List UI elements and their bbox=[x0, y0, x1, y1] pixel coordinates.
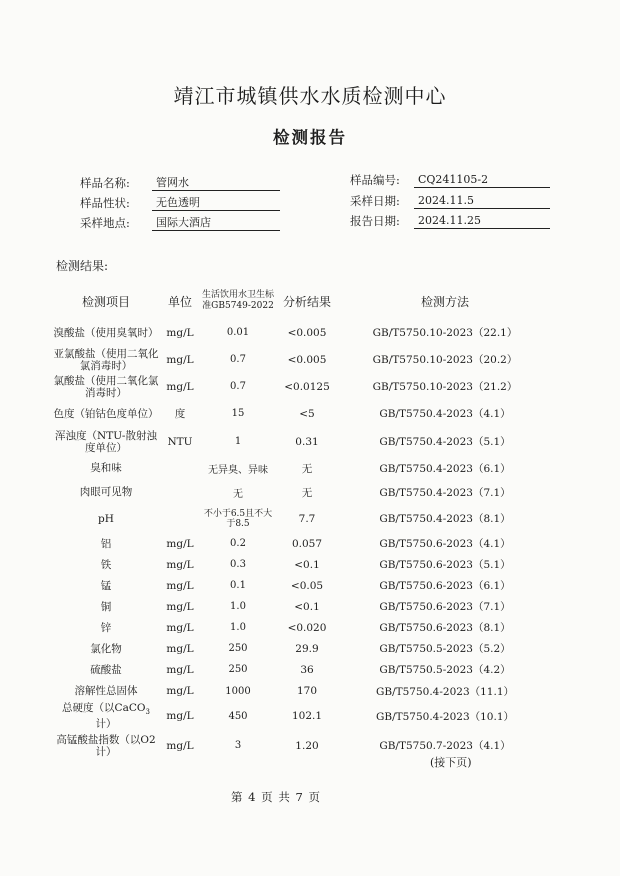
cell-item: 色度（铂钴色度单位） bbox=[53, 407, 159, 420]
table-row bbox=[52, 638, 552, 659]
header-standard: 生活饮用水卫生标准GB5749-2022 bbox=[201, 290, 274, 311]
cell-result: <5 bbox=[299, 407, 315, 420]
cell-standard: 无异臭、异味 bbox=[208, 464, 268, 476]
header-method: 检测方法 bbox=[420, 294, 469, 309]
cell-result: 0.31 bbox=[295, 435, 319, 448]
location-field bbox=[80, 215, 280, 231]
cell-result: 1.20 bbox=[295, 739, 319, 752]
cell-item: 溴酸盐（使用臭氧时） bbox=[53, 326, 159, 339]
cell-standard: 0.01 bbox=[226, 327, 250, 338]
cell-item: 铝 bbox=[100, 537, 112, 550]
cell-unit: mg/L bbox=[166, 739, 194, 752]
table-row bbox=[52, 533, 552, 554]
cell-item: 肉眼可见物 bbox=[79, 486, 133, 498]
table-row bbox=[52, 373, 552, 400]
cell-standard: 不小于6.5且不大于8.5 bbox=[203, 508, 273, 529]
cell-result: <0.0125 bbox=[284, 380, 330, 393]
cell-result: 7.7 bbox=[298, 512, 316, 525]
cell-standard: 1.0 bbox=[230, 601, 246, 612]
header-item: 检测项目 bbox=[81, 294, 130, 309]
cell-result: <0.1 bbox=[294, 600, 320, 613]
location-value: 国际大酒店 bbox=[152, 216, 280, 231]
page-number: 第 4 页 共 7 页 bbox=[231, 790, 321, 804]
cell-unit: mg/L bbox=[166, 621, 194, 634]
cell-standard: 0.1 bbox=[230, 580, 246, 591]
sample-name-field bbox=[80, 175, 280, 191]
sample-name-label: 样品名称: bbox=[80, 176, 130, 190]
cell-item: 铜 bbox=[100, 600, 112, 613]
results-label: 检测结果: bbox=[56, 259, 109, 273]
header-result: 分析结果 bbox=[282, 294, 331, 309]
report-subtitle: 检测报告 bbox=[273, 128, 347, 147]
cell-method: GB/T5750.4-2023（11.1） bbox=[375, 685, 515, 698]
cell-standard: 1.0 bbox=[230, 622, 246, 633]
cell-method: GB/T5750.4-2023（8.1） bbox=[379, 513, 511, 525]
cell-result: 无 bbox=[301, 462, 313, 475]
cell-standard: 450 bbox=[228, 710, 248, 722]
cell-standard: 0.7 bbox=[230, 354, 246, 365]
cell-standard: 无 bbox=[233, 488, 243, 500]
cell-unit: mg/L bbox=[166, 380, 194, 393]
cell-item bbox=[52, 702, 160, 730]
cell-standard: 1 bbox=[234, 436, 242, 447]
cell-item-subscript: 3 bbox=[145, 708, 150, 717]
cell-method: GB/T5750.4-2023（5.1） bbox=[379, 436, 511, 448]
cell-item: 高锰酸盐指数（以O2计） bbox=[56, 733, 156, 758]
cell-item: 硫酸盐 bbox=[90, 663, 122, 676]
cell-result: <0.005 bbox=[287, 353, 327, 366]
cell-item: 臭和味 bbox=[90, 462, 122, 474]
cell-method: GB/T5750.6-2023（6.1） bbox=[379, 580, 511, 592]
cell-result: 36 bbox=[300, 663, 314, 676]
cell-unit: mg/L bbox=[166, 558, 194, 571]
cell-method: GB/T5750.5-2023（4.2） bbox=[379, 664, 511, 676]
cell-unit: mg/L bbox=[166, 353, 194, 366]
cell-standard: 3 bbox=[234, 740, 242, 752]
report-date-value: 2024.11.25 bbox=[414, 214, 550, 229]
sampling-date-label: 采样日期: bbox=[350, 194, 400, 208]
cell-result: <0.020 bbox=[287, 621, 327, 634]
cell-method: GB/T5750.6-2023（7.1） bbox=[379, 601, 511, 613]
table-row bbox=[52, 617, 552, 638]
cell-unit: mg/L bbox=[166, 600, 194, 613]
page-title: 靖江市城镇供水水质检测中心 bbox=[173, 84, 447, 108]
cell-item: 铁 bbox=[100, 558, 112, 571]
cell-method: GB/T5750.4-2023（7.1） bbox=[379, 486, 511, 499]
report-date-label: 报告日期: bbox=[350, 214, 400, 228]
cell-item: 浑浊度（NTU-散射浊度单位） bbox=[55, 429, 157, 454]
cell-unit: 度 bbox=[174, 408, 186, 420]
report-date-field bbox=[350, 213, 550, 229]
cell-item: 亚氯酸盐（使用二氧化氯消毒时） bbox=[53, 347, 159, 372]
cell-standard: 0.7 bbox=[230, 381, 246, 392]
cell-standard: 0.3 bbox=[230, 559, 246, 570]
cell-standard: 250 bbox=[228, 664, 248, 675]
cell-method: GB/T5750.4-2023（4.1） bbox=[379, 408, 511, 420]
table-row bbox=[52, 319, 552, 346]
cell-standard: 250 bbox=[228, 643, 248, 654]
cell-item: 锰 bbox=[100, 579, 112, 592]
results-table bbox=[52, 283, 552, 761]
cell-item: 溶解性总固体 bbox=[74, 685, 138, 697]
cell-method: GB/T5750.7-2023（4.1） bbox=[379, 740, 511, 753]
cell-item-text-end: 计） bbox=[95, 718, 117, 731]
cell-method: GB/T5750.6-2023（4.1） bbox=[379, 538, 511, 550]
table-row bbox=[52, 346, 552, 373]
cell-unit: mg/L bbox=[166, 326, 194, 339]
cell-unit: mg/L bbox=[166, 537, 194, 550]
table-row bbox=[52, 596, 552, 617]
cell-item-text: 总硬度（以CaCO bbox=[62, 702, 146, 714]
table-header-row bbox=[52, 283, 552, 319]
cell-result: 170 bbox=[296, 685, 318, 697]
cell-result: 29.9 bbox=[295, 642, 319, 655]
sample-state-label: 样品性状: bbox=[80, 196, 130, 210]
sampling-date-value: 2024.11.5 bbox=[414, 194, 550, 209]
cell-method: GB/T5750.6-2023（8.1） bbox=[379, 622, 511, 634]
cell-result: <0.1 bbox=[294, 558, 320, 571]
cell-item: pH bbox=[98, 512, 114, 525]
table-row bbox=[52, 730, 552, 761]
sample-no-label: 样品编号: bbox=[350, 173, 400, 187]
table-row bbox=[52, 456, 552, 480]
cell-standard: 0.2 bbox=[230, 538, 246, 549]
cell-method: GB/T5750.10-2023（21.2） bbox=[372, 381, 518, 393]
continued-note: (接下页) bbox=[430, 756, 472, 769]
cell-result: 0.057 bbox=[291, 537, 323, 550]
table-row bbox=[52, 659, 552, 680]
sample-no-value: CQ241105-2 bbox=[414, 173, 550, 188]
cell-method: GB/T5750.6-2023（5.1） bbox=[379, 559, 511, 571]
sampling-date-field bbox=[350, 193, 550, 209]
table-row bbox=[52, 427, 552, 456]
table-row bbox=[52, 400, 552, 427]
cell-unit bbox=[160, 504, 200, 533]
cell-result: 无 bbox=[301, 486, 313, 499]
cell-unit: mg/L bbox=[166, 685, 194, 697]
table-row bbox=[52, 702, 552, 730]
table-row bbox=[52, 575, 552, 596]
cell-method: GB/T5750.4-2023（6.1） bbox=[379, 462, 511, 475]
cell-unit bbox=[160, 456, 200, 480]
cell-method: GB/T5750.5-2023（5.2） bbox=[379, 643, 511, 655]
table-row bbox=[52, 504, 552, 533]
table-row bbox=[52, 480, 552, 504]
cell-standard: 1000 bbox=[225, 685, 251, 697]
cell-unit bbox=[160, 480, 200, 504]
cell-result: 102.1 bbox=[291, 710, 323, 723]
cell-standard: 15 bbox=[231, 408, 245, 419]
cell-unit: NTU bbox=[167, 435, 193, 448]
table-row bbox=[52, 680, 552, 702]
location-label: 采样地点: bbox=[80, 216, 130, 230]
header-unit: 单位 bbox=[167, 294, 192, 309]
sample-no-field bbox=[350, 172, 550, 188]
cell-unit: mg/L bbox=[166, 579, 194, 592]
cell-method: GB/T5750.10-2023（20.2） bbox=[372, 354, 518, 366]
table-row bbox=[52, 554, 552, 575]
cell-unit: mg/L bbox=[166, 663, 194, 676]
cell-unit: mg/L bbox=[166, 642, 194, 655]
sample-state-value: 无色透明 bbox=[152, 196, 280, 211]
cell-result: <0.05 bbox=[290, 579, 324, 592]
cell-method: GB/T5750.4-2023（10.1） bbox=[375, 710, 515, 723]
sample-state-field bbox=[80, 195, 280, 211]
cell-method: GB/T5750.10-2023（22.1） bbox=[372, 327, 518, 339]
cell-item: 氯化物 bbox=[90, 642, 122, 655]
cell-item: 氯酸盐（使用二氧化氯消毒时） bbox=[53, 374, 159, 399]
cell-unit: mg/L bbox=[166, 710, 194, 723]
sample-name-value: 管网水 bbox=[152, 176, 280, 191]
cell-item: 锌 bbox=[100, 621, 112, 634]
cell-result: <0.005 bbox=[287, 326, 327, 339]
